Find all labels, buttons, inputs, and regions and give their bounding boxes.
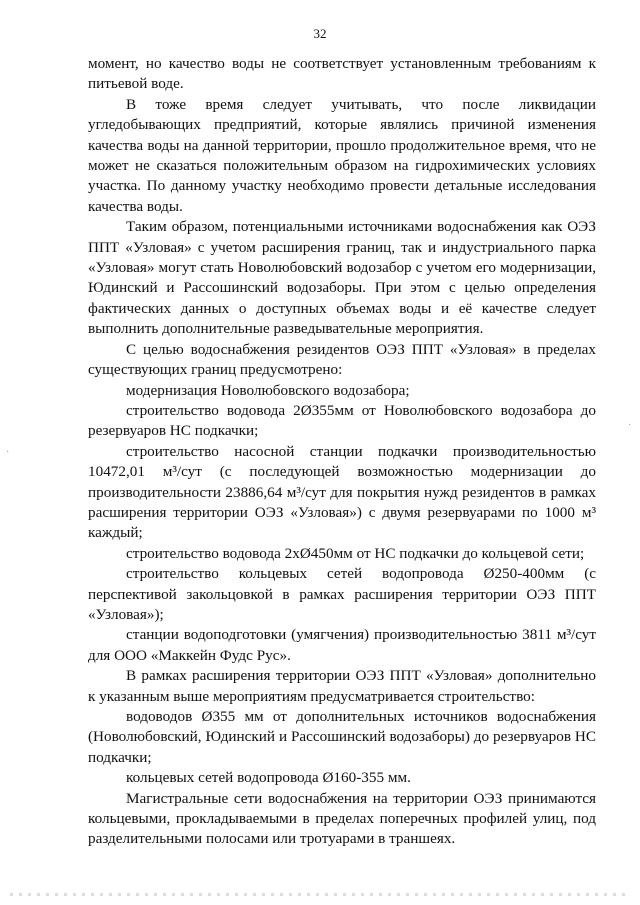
list-item: станции водоподготовки (умягчения) производительностью 3811 м³/сут для ООО «Маккейн Фудс Рус». (88, 626, 596, 664)
paragraph: В тоже время следует учитывать, что после ликвидации угледобывающих предприятий, которые являлись причиной изменения качества воды на данной территории, прошло продолжительное время, что не может не сказаться положительным образом на гидрохимических условиях участка. По данному участку необходимо провести детальные исследования качества воды. (88, 95, 596, 215)
list-item: модернизация Новолюбовского водозабора; (126, 381, 410, 399)
list-item: строительство кольцевых сетей водопровода Ø250-400мм (с перспективой закольцовкой в рамках расширения территории ОЭЗ ППТ «Узловая»); (88, 565, 596, 623)
paragraph: В рамках расширения территории ОЭЗ ППТ «Узловая» дополнительно к указанным выше мероприятиям предусматривается строительство: (88, 667, 596, 705)
paragraph: Таким образом, потенциальными источниками водоснабжения как ОЭЗ ППТ «Узловая» с учетом расширения границ, так и индустриального парка «Узловая» могут стать Новолюбовский водозабор с учетом его модернизации, Юдинский и Рассошинский водозаборы. При этом с целью определения фактических данных о доступных объемах воды и её качестве следует выполнить дополнительные разведывательные мероприятия. (88, 218, 596, 338)
scan-artifact-line (10, 893, 630, 896)
list-item: строительство насосной станции подкачки производительностью 10472,01 м³/сут (с последующей возможностью модернизации до производительности 23886,64 м³/сут для покрытия нужд резидентов в рамках расширения территории ОЭЗ «Узловая») с двумя резервуарами по 1000 м³ каждый; (88, 442, 596, 542)
paragraph-continuation: момент, но качество воды не соответствует установленным требованиям к питьевой воде. (88, 55, 596, 93)
document-body (88, 54, 596, 850)
paragraph: С целью водоснабжения резидентов ОЭЗ ППТ «Узловая» в пределах существующих границ предусмотрено: (88, 340, 596, 379)
scan-mark: · (628, 420, 632, 431)
list-item: водоводов Ø355 мм от дополнительных источников водоснабжения (Новолюбовский, Юдинский и Рассошинский водозаборы) до резервуаров НС подкачки; (88, 708, 596, 766)
list-item: кольцевых сетей водопровода Ø160-355 мм. (126, 769, 411, 787)
list-item: строительство водовода 2Ø355мм от Новолюбовского водозабора до резервуаров НС подкачки; (88, 401, 596, 440)
page-number: 32 (313, 26, 327, 41)
list-item: строительство водовода 2хØ450мм от НС подкачки до кольцевой сети; (126, 544, 585, 562)
paragraph: Магистральные сети водоснабжения на территории ОЭЗ принимаются кольцевыми, прокладываемыми в пределах поперечных профилей улиц, под разделительными полосами или тротуарами в траншеях. (88, 789, 596, 848)
scan-mark: · (6, 447, 10, 458)
